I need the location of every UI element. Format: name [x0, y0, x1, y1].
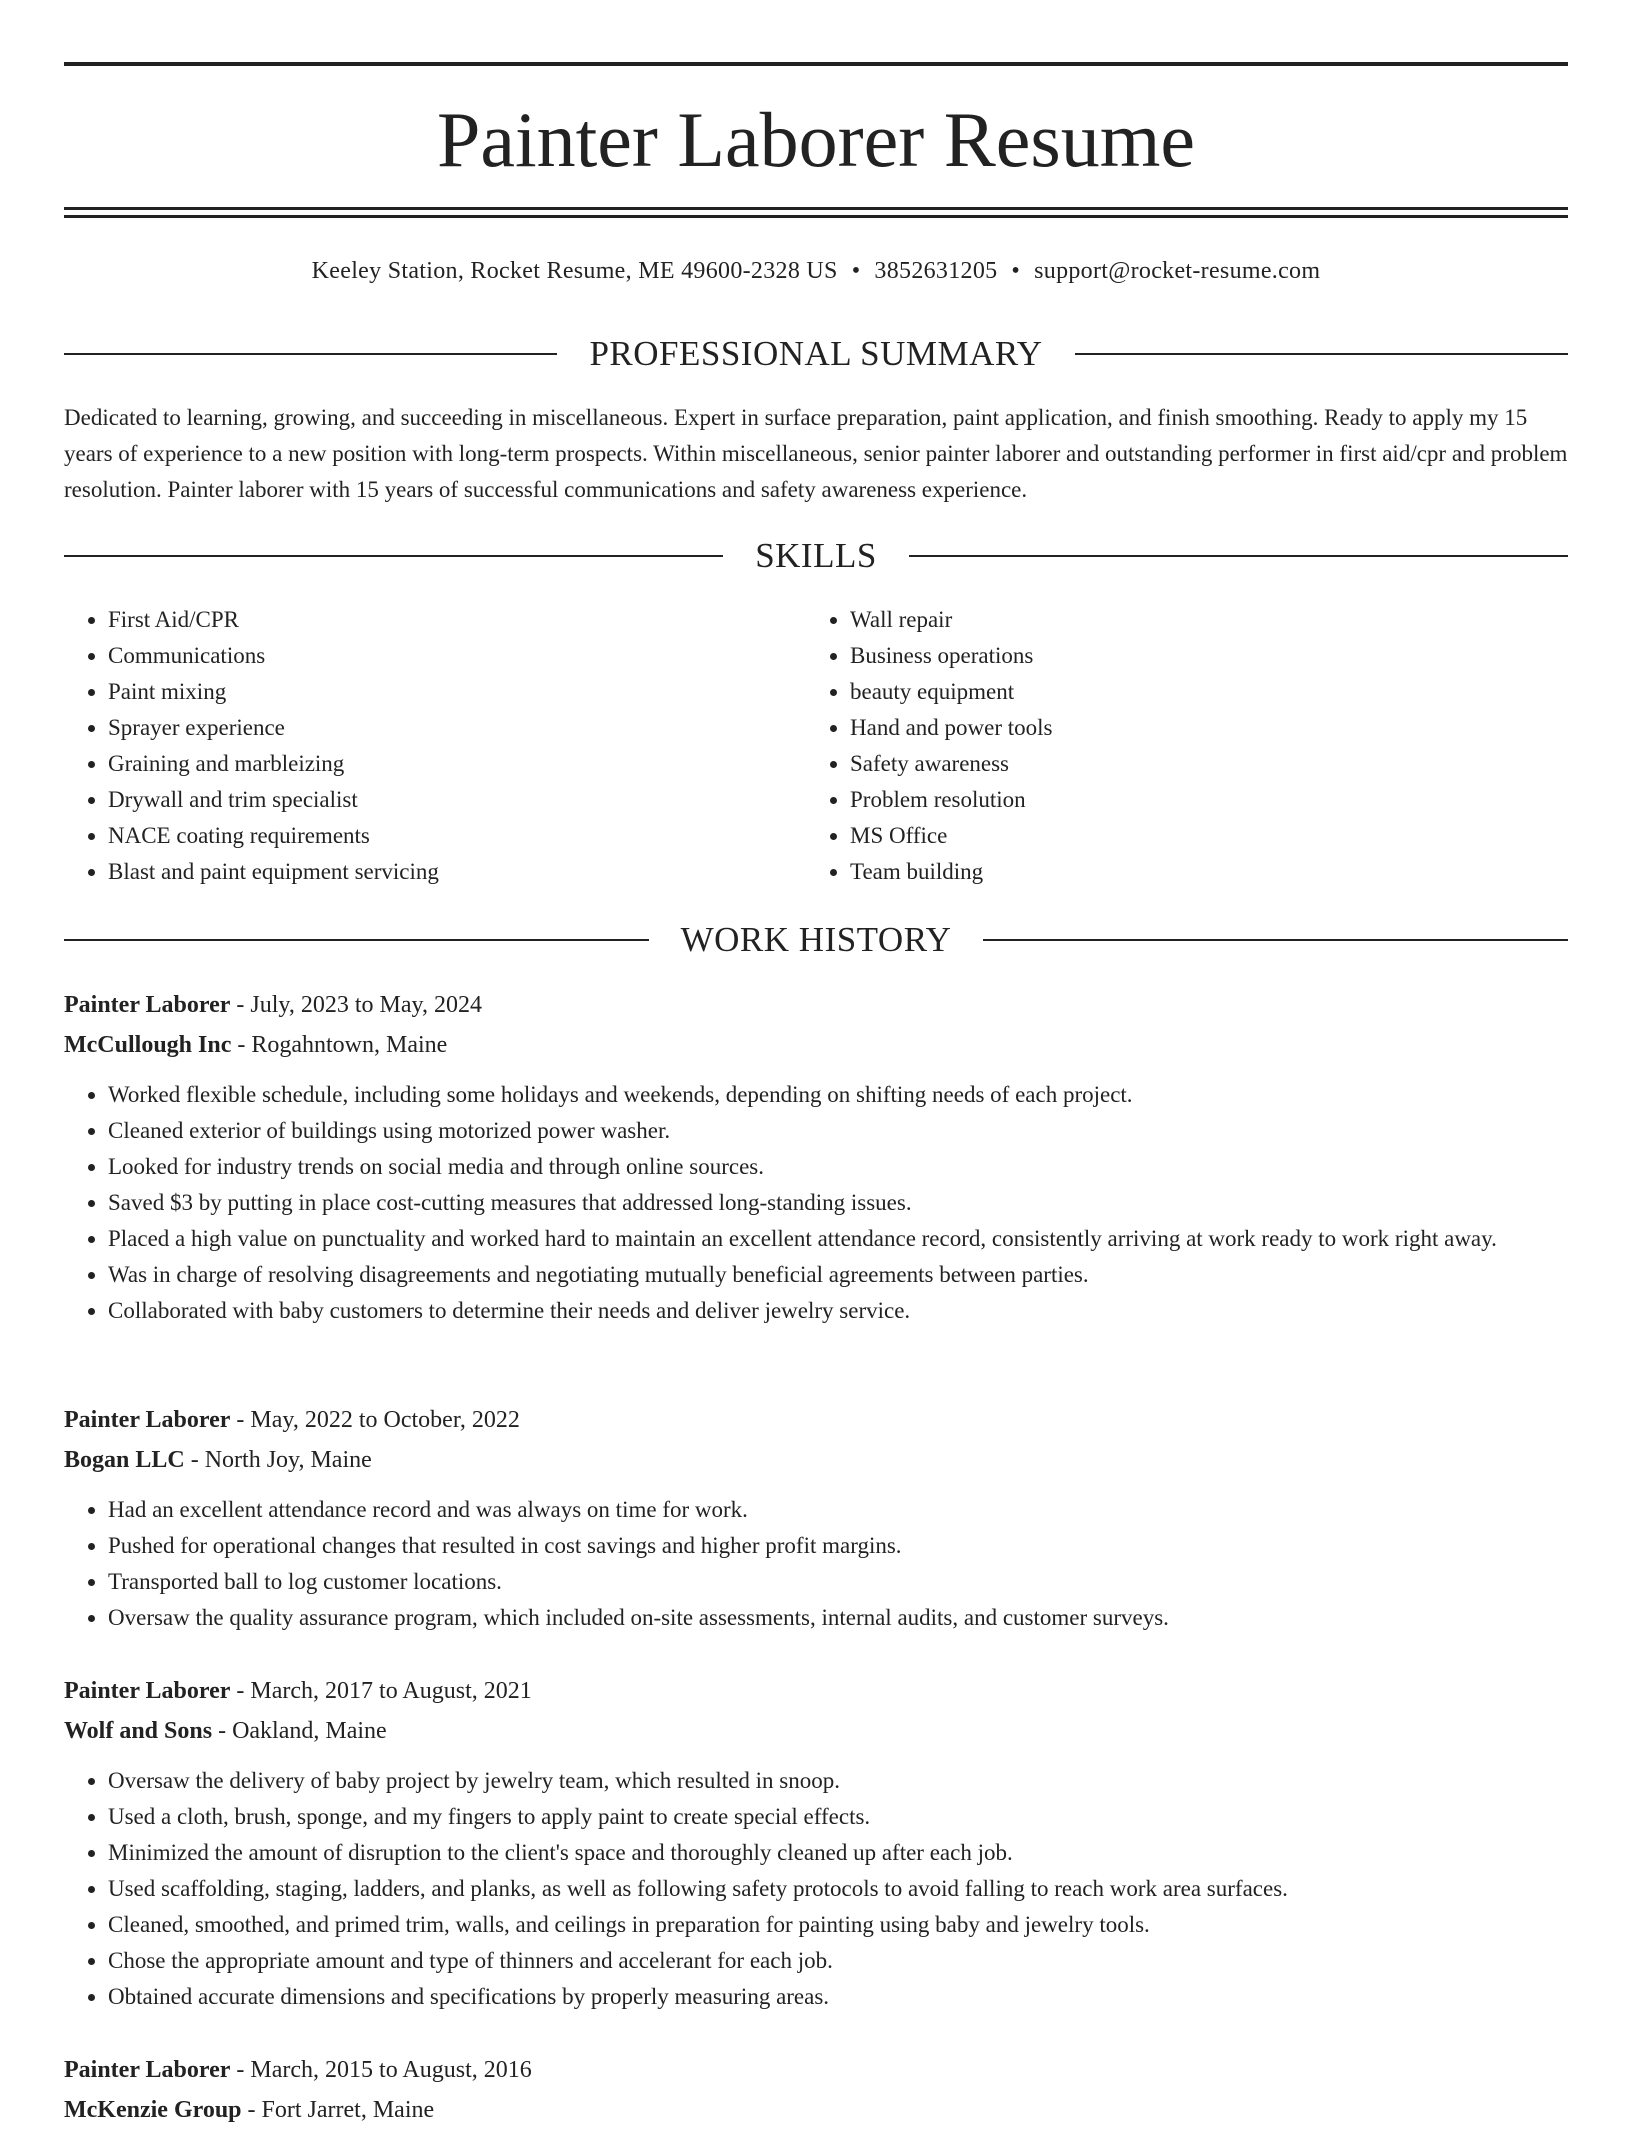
- skills-list: [64, 602, 1568, 890]
- heading-rule: [1075, 353, 1568, 355]
- job-bullet: • Oversaw the delivery of baby project by jewelry team, which resulted in snoop.: [108, 1763, 1568, 1799]
- job-bullet: • Obtained accurate dimensions and specifications by properly measuring areas.: [108, 1979, 1568, 2015]
- heading-rule: [983, 939, 1568, 941]
- job-dates: - March, 2017 to August, 2021: [230, 1678, 532, 1704]
- skill-item: • NACE coating requirements: [108, 818, 806, 854]
- skills-column-right: [806, 602, 1548, 890]
- title-rule-lower: [64, 215, 1568, 218]
- skill-item: • Graining and marbleizing: [108, 746, 806, 782]
- job-bullet: • Cleaned, smoothed, and primed trim, walls, and ceilings in preparation for painting using baby and jewelry tools.: [108, 1907, 1568, 1943]
- work-heading: [64, 918, 1568, 962]
- job-dates: - July, 2023 to May, 2024: [230, 992, 482, 1018]
- job-bullets: [64, 1763, 1568, 2015]
- job-bullet: • Used a cloth, brush, sponge, and my fingers to apply paint to create special effects.: [108, 1799, 1568, 1835]
- job-location: - North Joy, Maine: [184, 1447, 372, 1473]
- skill-item: • Sprayer experience: [108, 710, 806, 746]
- skill-item: • Business operations: [850, 638, 1548, 674]
- job-entry: [64, 985, 1568, 1329]
- skill-item: • Wall repair: [850, 602, 1548, 638]
- job-bullet: • Transported ball to log customer locations.: [108, 1564, 1568, 1600]
- skill-item: • Communications: [108, 638, 806, 674]
- job-location: - Oakland, Maine: [212, 1718, 387, 1744]
- job-bullets: [64, 1492, 1568, 1636]
- job-bullet: • Cleaned exterior of buildings using motorized power washer.: [108, 1113, 1568, 1149]
- skills-heading-label: SKILLS: [755, 536, 877, 575]
- job-company-line: [64, 2090, 1568, 2130]
- job-title-line: [64, 1400, 1568, 1440]
- job-entry: [64, 1671, 1568, 2015]
- job-title-line: [64, 1671, 1568, 1711]
- contact-line: [64, 254, 1568, 288]
- skill-item: • Drywall and trim specialist: [108, 782, 806, 818]
- skill-item: • Blast and paint equipment servicing: [108, 854, 806, 890]
- job-bullet: • Worked flexible schedule, including some holidays and weekends, depending on shifting needs of each project.: [108, 1077, 1568, 1113]
- job-bullet: • Chose the appropriate amount and type of thinners and accelerant for each job.: [108, 1943, 1568, 1979]
- job-bullet: • Had an excellent attendance record and was always on time for work.: [108, 1492, 1568, 1528]
- job-location: - Fort Jarret, Maine: [241, 2097, 435, 2123]
- resume-title: Painter Laborer Resume: [436, 96, 1196, 183]
- job-bullet: • Looked for industry trends on social media and through online sources.: [108, 1149, 1568, 1185]
- job-dates: - March, 2015 to August, 2016: [230, 2057, 532, 2083]
- job-company: Bogan LLC: [64, 1447, 185, 1473]
- skill-item: • Team building: [850, 854, 1548, 890]
- job-title: Painter Laborer: [64, 1678, 231, 1704]
- title-rule-upper: [64, 207, 1568, 210]
- heading-rule: [64, 353, 557, 355]
- skill-item: • Hand and power tools: [850, 710, 1548, 746]
- job-bullet: • Placed a high value on punctuality and worked hard to maintain an excellent attendance record, consistently arriving at work ready to work right away.: [108, 1221, 1568, 1257]
- job-bullet: • Oversaw the quality assurance program, which included on-site assessments, internal audits, and customer surveys.: [108, 1600, 1568, 1636]
- job-location: - Rogahntown, Maine: [231, 1032, 448, 1058]
- skill-item: • Paint mixing: [108, 674, 806, 710]
- job-entry: [64, 1400, 1568, 1636]
- job-company: Wolf and Sons: [64, 1718, 213, 1744]
- job-bullet: • Collaborated with baby customers to determine their needs and deliver jewelry service.: [108, 1293, 1568, 1329]
- skill-item: • beauty equipment: [850, 674, 1548, 710]
- heading-rule: [909, 555, 1568, 557]
- summary-heading-label: PROFESSIONAL SUMMARY: [589, 334, 1043, 373]
- contact-separator: •: [1011, 258, 1021, 284]
- job-title-line: [64, 2050, 1568, 2090]
- job-dates: - May, 2022 to October, 2022: [230, 1407, 520, 1433]
- top-rule: [64, 62, 1568, 66]
- job-title: Painter Laborer: [64, 2057, 231, 2083]
- job-bullets: [64, 1077, 1568, 1329]
- work-heading-label: WORK HISTORY: [680, 920, 952, 959]
- job-company-line: [64, 1711, 1568, 1751]
- contact-separator: •: [851, 258, 861, 284]
- job-entry: [64, 2050, 1568, 2130]
- skill-item: • MS Office: [850, 818, 1548, 854]
- skill-item: • Problem resolution: [850, 782, 1548, 818]
- job-title: Painter Laborer: [64, 992, 231, 1018]
- skill-item: • Safety awareness: [850, 746, 1548, 782]
- contact-address: Keeley Station, Rocket Resume, ME 49600-2328 US: [311, 258, 838, 284]
- job-company-line: [64, 1440, 1568, 1480]
- summary-heading: [64, 332, 1568, 376]
- job-title-line: [64, 985, 1568, 1025]
- job-bullet: • Used scaffolding, staging, ladders, and planks, as well as following safety protocols to avoid falling to reach work area surfaces.: [108, 1871, 1568, 1907]
- job-title: Painter Laborer: [64, 1407, 231, 1433]
- skills-column-left: [64, 602, 806, 890]
- job-company: McCullough Inc: [64, 1032, 232, 1058]
- job-bullet: • Pushed for operational changes that resulted in cost savings and higher profit margins.: [108, 1528, 1568, 1564]
- heading-rule: [64, 555, 723, 557]
- skill-item: • First Aid/CPR: [108, 602, 806, 638]
- job-bullet: • Saved $3 by putting in place cost-cutting measures that addressed long-standing issues.: [108, 1185, 1568, 1221]
- job-company-line: [64, 1025, 1568, 1065]
- job-bullet: • Was in charge of resolving disagreements and negotiating mutually beneficial agreements between parties.: [108, 1257, 1568, 1293]
- contact-email: support@rocket-resume.com: [1034, 258, 1321, 284]
- heading-rule: [64, 939, 649, 941]
- job-company: McKenzie Group: [64, 2097, 242, 2123]
- skills-heading: [64, 534, 1568, 578]
- contact-phone: 3852631205: [874, 258, 998, 284]
- job-bullet: • Minimized the amount of disruption to the client's space and thoroughly cleaned up after each job.: [108, 1835, 1568, 1871]
- summary-text: Dedicated to learning, growing, and succeeding in miscellaneous. Expert in surface preparation, paint application, and finish smoothing. Ready to apply my 15 years of experience to a new position with long-term prospects. Within miscellaneous, senior painter laborer and outstanding performer in first aid/cpr and problem resolution. Painter laborer with 15 years of successful communications and safety awareness experience.: [64, 405, 1568, 502]
